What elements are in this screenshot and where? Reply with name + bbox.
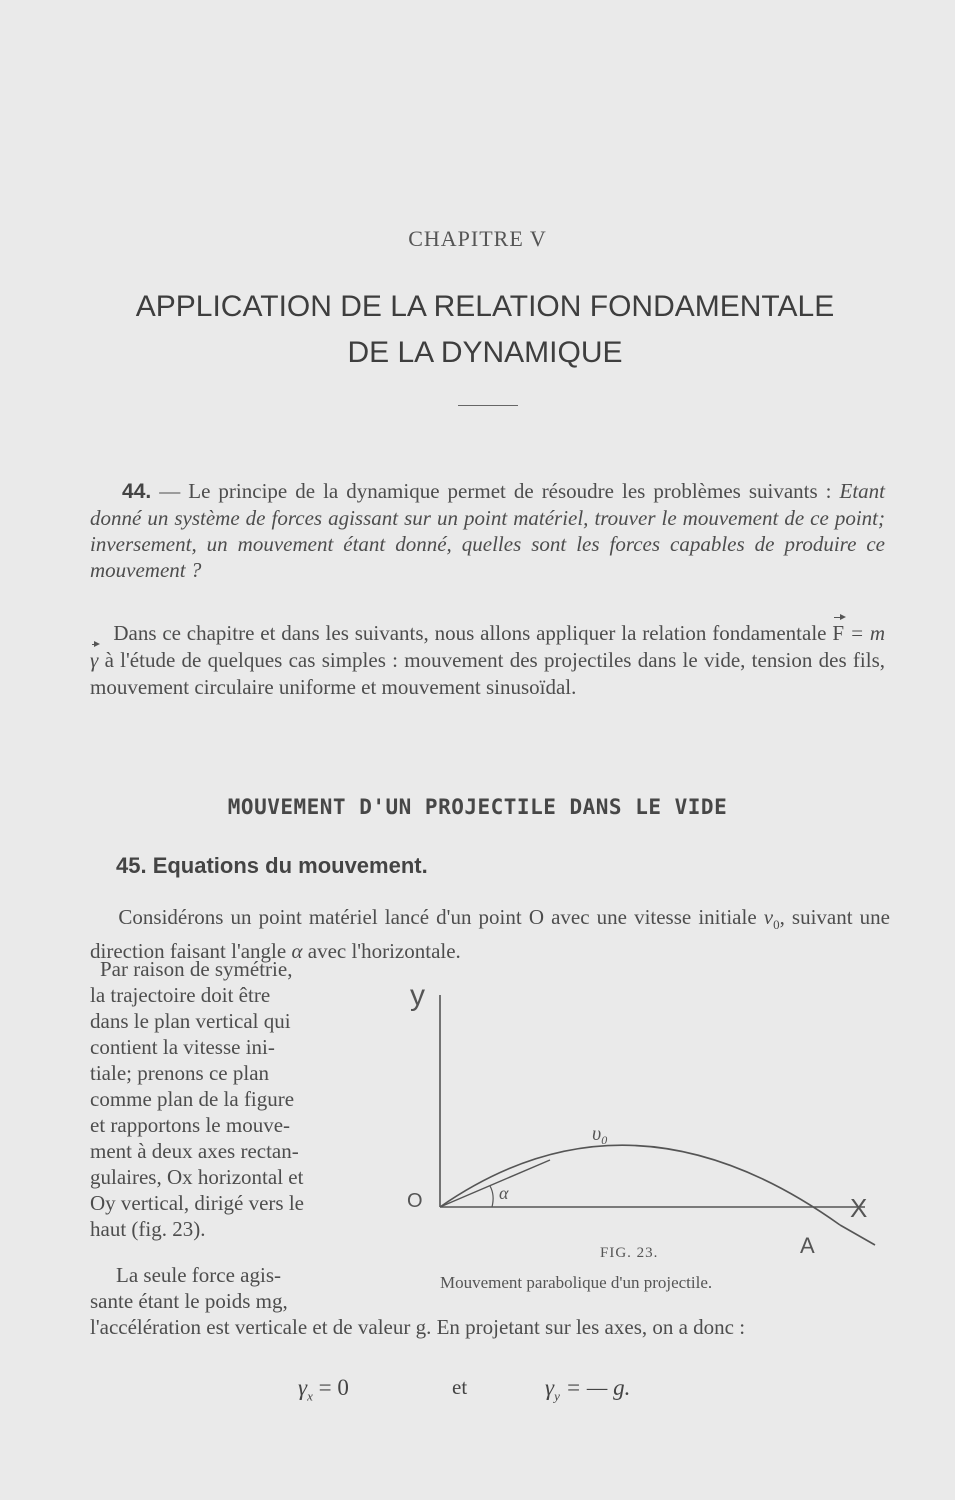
section-title: MOUVEMENT D'UN PROJECTILE DANS LE VIDE <box>227 795 728 819</box>
paragraph-45-text1: Considérons un point matériel lancé d'un point O avec une vitesse initiale <box>118 905 764 929</box>
velocity-label <box>592 1123 607 1147</box>
equation-conjunction: et <box>452 1375 468 1399</box>
text-line: Oy vertical, dirigé vers le <box>90 1191 304 1215</box>
velocity-symbol: υ <box>592 1123 602 1145</box>
angle-arc <box>490 1186 493 1207</box>
paragraph-relation-start: Dans ce chapitre et dans les suivants, nous allons appliquer la relation fondamentale <box>113 621 833 645</box>
paragraph-44-italic: Etant donné un système de forces agissant sur un point matériel, trouver le mouvement de ce point; inversement, un mouvement étant donné, quelles sont les forces capables de produire ce mouvement ? <box>90 479 886 582</box>
figure-caption-number: FIG. 23. <box>600 1245 659 1261</box>
paragraph-44 <box>90 478 885 583</box>
chapter-title-line1: APPLICATION DE LA RELATION FONDAMENTALE <box>135 290 835 323</box>
text-line: La seule force agis- <box>116 1263 281 1287</box>
gamma-symbol: γ <box>545 1375 555 1400</box>
paragraph-number: 44. <box>122 480 152 503</box>
chapter-title-line2: DE LA DYNAMIQUE <box>347 336 623 369</box>
equation-gamma-x <box>298 1375 349 1405</box>
text-line: gulaires, Ox horizontal et <box>90 1165 304 1189</box>
paragraph-45-text2: , suivant une direction faisant l'angle <box>90 905 890 964</box>
text-line: la trajectoire doit être <box>90 983 271 1007</box>
title-divider <box>458 405 518 406</box>
x-axis-label: X <box>850 1193 868 1223</box>
paragraph-45-text3: avec l'horizontale. <box>302 939 461 964</box>
point-a-label: A <box>800 1233 815 1258</box>
text-line: haut (fig. 23). <box>90 1217 206 1241</box>
gamma-subscript: x <box>307 1388 313 1404</box>
initial-speed-symbol: v <box>763 905 774 929</box>
text-line: tiale; prenons ce plan <box>90 1061 270 1085</box>
chapter-label: CHAPITRE V <box>408 226 547 251</box>
velocity-subscript: 0 <box>601 1133 608 1147</box>
text-line: et rapportons le mouve- <box>90 1113 291 1137</box>
initial-velocity-tangent <box>440 1160 550 1207</box>
narrow-column-text-2 <box>90 1262 378 1314</box>
angle-symbol: α <box>291 939 303 964</box>
formula-force-vector: F <box>832 621 844 645</box>
chapter-title <box>80 284 890 376</box>
narrow-column-text <box>90 956 378 1242</box>
projectile-diagram <box>395 975 895 1280</box>
paragraph-acceleration: l'accélération est verticale et de valeur g. En projetant sur les axes, on a donc : <box>90 1315 746 1339</box>
equation-rhs: = 0 <box>312 1375 349 1400</box>
text-line: dans le plan vertical qui <box>90 1009 291 1033</box>
y-axis-label: y <box>410 979 425 1012</box>
paragraph-relation-end: à l'étude de quelques cas simples : mouvement des projectiles dans le vide, tension des fils, mouvement circulaire uniforme et mouvement sinusoïdal. <box>90 648 885 699</box>
figure-23 <box>395 975 895 1280</box>
text-line: ment à deux axes rectan- <box>90 1139 299 1163</box>
text-line: contient la vitesse ini- <box>90 1035 275 1059</box>
formula-equals-m: = m <box>844 621 885 645</box>
text-line: comme plan de la figure <box>90 1087 295 1111</box>
formula-acceleration-vector: γ <box>90 648 99 672</box>
subsection-title: 45. Equations du mouvement. <box>116 853 428 878</box>
text-line: Par raison de symétrie, <box>100 957 293 981</box>
angle-label: α <box>499 1183 509 1203</box>
text-line: sante étant le poids mg, <box>90 1289 288 1313</box>
trajectory-tail <box>840 1225 875 1245</box>
gamma-symbol: γ <box>298 1375 308 1400</box>
equation-rhs: = — g. <box>559 1375 631 1400</box>
initial-speed-subscript: 0 <box>773 917 780 933</box>
paragraph-relation <box>90 620 885 701</box>
gamma-subscript: y <box>554 1388 560 1404</box>
paragraph-44-intro: — Le principe de la dynamique permet de résoudre les problèmes suivants : <box>151 479 840 503</box>
origin-label: O <box>407 1190 423 1212</box>
equation-gamma-y <box>545 1375 630 1405</box>
figure-caption-text: Mouvement parabolique d'un projectile. <box>440 1273 713 1292</box>
